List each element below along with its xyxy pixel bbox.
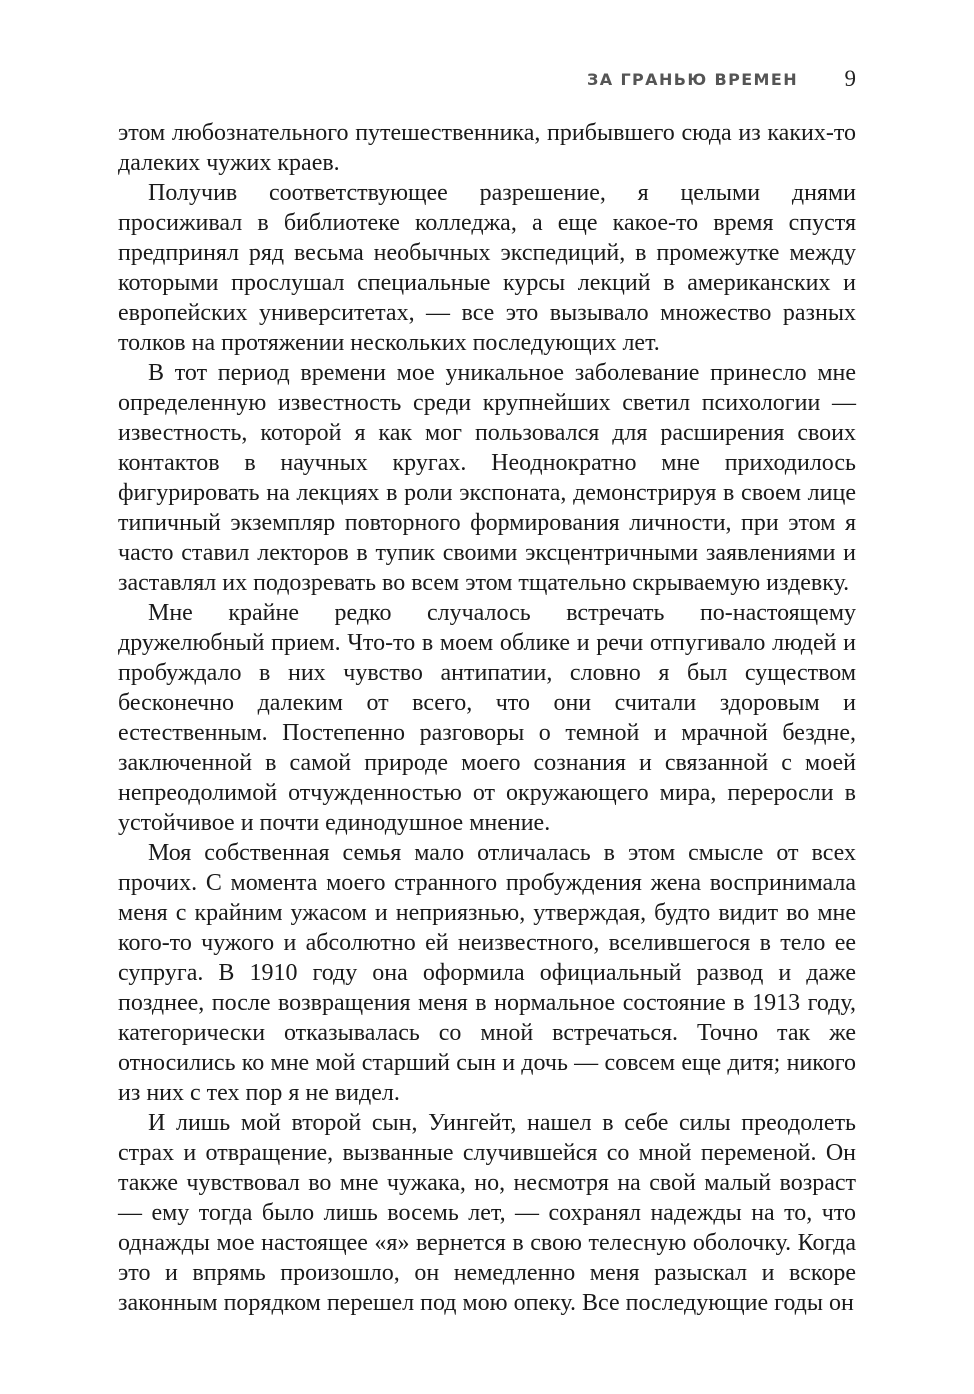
running-title: ЗА ГРАНЬЮ ВРЕМЕН	[586, 70, 798, 89]
paragraph-5: Моя собственная семья мало отличалась в этом смысле от всех прочих. С момента моего странного пробуждения жена воспринимала меня с крайним ужасом и неприязнью, утверждая, будто видит во мне кого-то чужого и абсолютно ей неизвестного, вселившегося в тело ее супруга. В 1910 году она оформила официальный развод и даже позднее, после возвращения меня в нормальное состояние в 1913 году, категорически отказывалась со мной встречаться. Точно так же относились ко мне мой старший сын и дочь — совсем еще дитя; никого из них с тех пор я не видел.	[118, 840, 856, 1106]
paragraph-1: этом любознательного путешественника, прибывшего сюда из каких-то далеких чужих краев.	[118, 120, 856, 176]
paragraph-3: В тот период времени мое уникальное заболевание принесло мне определенную известность среди крупнейших светил психологии — известность, которой я как мог пользовался для расширения своих контактов в научных кругах. Неоднократно мне приходилось фигурировать на лекциях в роли экспоната, демонстрируя в своем лице типичный экземпляр повторного формирования личности, при этом я часто ставил лекторов в тупик своими эксцентричными заявлениями и заставлял их подозревать во всем этом тщательно скрываемую издевку.	[118, 360, 856, 596]
body-text	[118, 118, 856, 1318]
paragraph-4: Мне крайне редко случалось встречать по-настоящему дружелюбный прием. Что-то в моем облике и речи отпугивало людей и пробуждало в них чувство антипатии, словно я был существом бесконечно далеким от всего, что они считали здоровым и естественным. Постепенно разговоры о темной и мрачной бездне, заключенной в самой природе моего сознания и связанной с моей непреодолимой отчужденностью от окружающего мира, переросли в устойчивое и почти единодушное мнение.	[118, 600, 856, 836]
paragraph-2: Получив соответствующее разрешение, я целыми днями просиживал в библиотеке колледжа, а еще какое-то время спустя предпринял ряд весьма необычных экспедиций, в промежутке между которыми прослушал специальные курсы лекций в американских и европейских университетах, — все это вызывало множество разных толков на протяжении нескольких последующих лет.	[118, 180, 856, 356]
paragraph-6: И лишь мой второй сын, Уингейт, нашел в себе силы преодолеть страх и отвращение, вызванные случившейся со мной переменой. Он также чувствовал во мне чужака, но, несмотря на свой малый возраст — ему тогда было лишь восемь лет, — сохранял надежды на то, что однажды мое настоящее «я» вернется в свою телесную оболочку. Когда это и впрямь произошло, он немедленно меня разыскал и вскоре законным порядком перешел под мою опеку. Все последующие годы он	[118, 1110, 856, 1316]
running-head	[118, 66, 856, 96]
page-number: 9	[844, 66, 856, 91]
